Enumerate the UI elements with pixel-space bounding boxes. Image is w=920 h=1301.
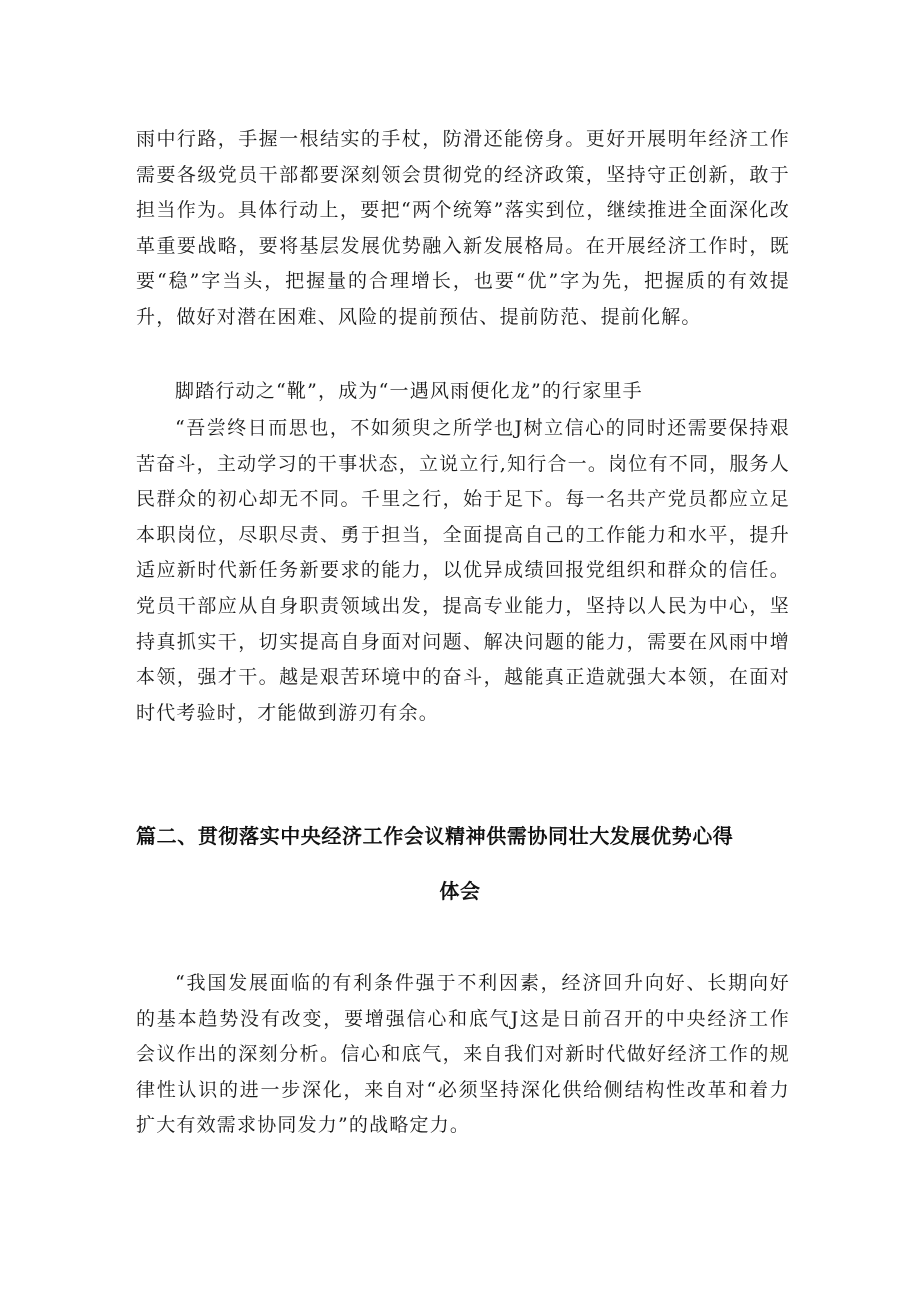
chapter-heading-line-1: 篇二、贯彻落实中央经济工作会议精神供需协同壮大发展优势心得 xyxy=(136,824,734,848)
body-paragraph-3: “我国发展面临的有利条件强于不利因素，经济回升向好、长期向好的基本趋势没有改变，要增强信心和底气J这是日前召开的中央经济工作会议作出的深刻分析。信心和底气，来自我们对新时代做好经济工作的规律性认识的进一步深化，来自对“必须坚持深化供给侧结构性改革和着力扩大有效需求协同发力”的战略定力。 xyxy=(136,972,790,1137)
body-paragraph-1: 雨中行路，手握一根结实的手杖，防滑还能傍身。更好开展明年经济工作需要各级党员干部都要深刻领会贯彻党的经济政策，坚持守正创新，敢于担当作为。具体行动上，要把“两个统筹”落实到位，继续推进全面深化改革重要战略，要将基层发展优势融入新发展格局。在开展经济工作时，既要“稳”字当头，把握量的合理增长，也要“优”字为先，把握质的有效提升，做好对潜在困难、风险的提前预估、提前防范、提前化解。 xyxy=(136,128,790,328)
body-paragraph-2: “吾尝终日而思也，不如须臾之所学也J树立信心的同时还需要保持艰苦奋斗，主动学习的干事状态，立说立行,知行合一。岗位有不同，服务人民群众的初心却无不同。千里之行，始于足下。每一名共产党员都应立足本职岗位，尽职尽责、勇于担当，全面提高自己的工作能力和水平，提升适应新时代新任务新要求的能力，以优异成绩回报党组织和群众的信任。党员干部应从自身职责领域出发，提高专业能力，坚持以人民为中心，坚持真抓实干，切实提高自身面对问题、解决问题的能力，需要在风雨中增本领，强才干。越是艰苦环境中的奋斗，越能真正造就强大本领，在面对时代考验时，才能做到游刃有余。 xyxy=(136,417,790,724)
chapter-heading-line-2: 体会 xyxy=(439,879,481,903)
section-subheading: 脚踏行动之“靴”，成为“一遇风雨便化龙”的行家里手 xyxy=(175,380,643,402)
